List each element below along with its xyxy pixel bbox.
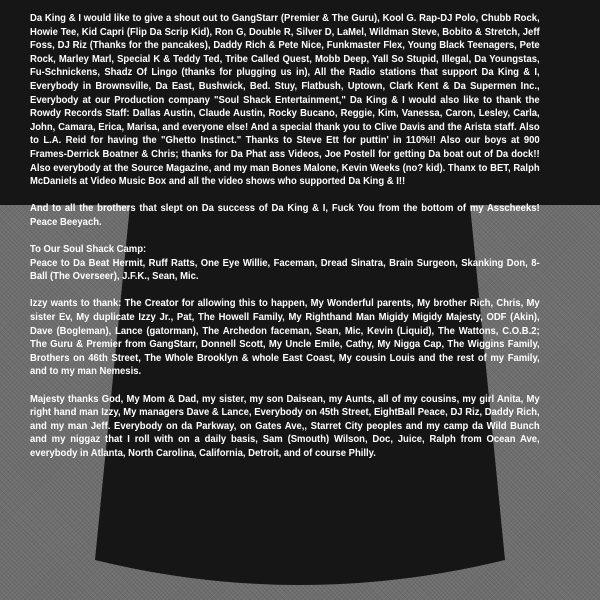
soul-shack-list: Peace to Da Beat Hermit, Ruff Ratts, One Eye Willie, Faceman, Dread Sinatra, Brain Surgeon, Skanking Don, 8-Ball (The Overseer), J.F.K., Sean, Mic. bbox=[30, 257, 540, 283]
thank-you-text bbox=[30, 12, 540, 461]
soul-shack-heading: To Our Soul Shack Camp: bbox=[30, 244, 147, 256]
izzy-thanks-paragraph: Izzy wants to thank: The Creator for allowing this to happen, My Wonderful parents, My brother Rich, Chris, My sister Ev, My duplicate Izzy Jr., Pat, The Howell Family, My Righthand Man Migidy Migidy Majesty, ODF (Akin), Dave (Bogleman), Lance (gatorman), The Archedon faceman, Sean, Mic, Kevin (Liquid), The Wattons, C.O.B.2; The Guru & Premier from GangStarr, Donnell Scott, My Uncle Emile, Cathy, My Nigga Cap, The Wiggins Family, Brothers on 46th Street, The Whole Brooklyn & whole East Coast, My cousin Louis and the rest of my Family, and to my man Nemesis. bbox=[30, 298, 540, 378]
majesty-thanks-paragraph: Majesty thanks God, My Mom & Dad, my sister, my son Daisean, my Aunts, all of my cousins, my girl Anita, My right hand man Izzy, My managers Dave & Lance, Everybody on 45th Street, EightBall Peace, DJ Riz, Daddy Rich, and my man Jeff. Everybody on da Parkway, on Gates Ave,, Starret City peoples and my camp da Wild Bunch and my niggaz that I roll with on a daily basis, Sam (Smouth) Wilson, Doc, Juice, Ralph from Ocean Ave, everybody in Atlanta, North Carolina, California, Detroit, and of course Philly. bbox=[30, 393, 540, 459]
shout-out-paragraph: Da King & I would like to give a shout out to GangStarr (Premier & The Guru), Kool G. Rap-DJ Polo, Chubb Rock, Howie Tee, Kid Capri (Flip Da Scrip Kid), Ron G, Double R, Silver D, LaMel, Wildman Steve, Bobito & Stretch, Jeff Foss, DJ Riz (Thanks for the pancakes), Daddy Rich & Pete Nice, Funkmaster Flex, Young Black Teenagers, Pete Rock, Marley Marl, Special K & Teddy Ted, Tribe Called Quest, Mobb Deep, Yall So Stupid, Illegal, Da Youngstas, Fu-Schnickens, Shadz Of Lingo (thanks for plugging us in), All the Radio stations that support Da King & I, Everybody in Brownsville, Da East, Bushwick, Bed. Stuy, Flatbush, Uptown, Clark Kent & Da Supermen Inc., Everybody at our Production company "Soul Shack Entertainment," Da King & I would also like to thank the Rowdy Records Staff: Dallas Austin, Claude Austin, Rocky Bucano, Reggie, Kim, Vanessa, Caron, Lesley, Carla, John, Camara, Erica, Marisa, and everyone else! And a special thank you to Clive Davis and the Arista staff. Also to L.A. Reid for having the "Ghetto Instinct." Thanks to Steve Ett for puttin' in 110%!! Also our boys at 900 Frames-Derrick Boatner & Chris; thanks for Da Phat ass Videos, Joe Postell for getting Da boat out of Da dock!! Also everybody at the Source Magazine, and my man Bones Malone, Kevin Weeks (no? kid). Thanx to BET, Ralph McDaniels at Video Music Box and all the video shows who supported Da King & I!! bbox=[30, 13, 540, 188]
fuck-you-paragraph: And to all the brothers that slept on Da success of Da King & I, Fuck You from the bottom of my Asscheeks! Peace Beeyach. bbox=[30, 203, 540, 228]
